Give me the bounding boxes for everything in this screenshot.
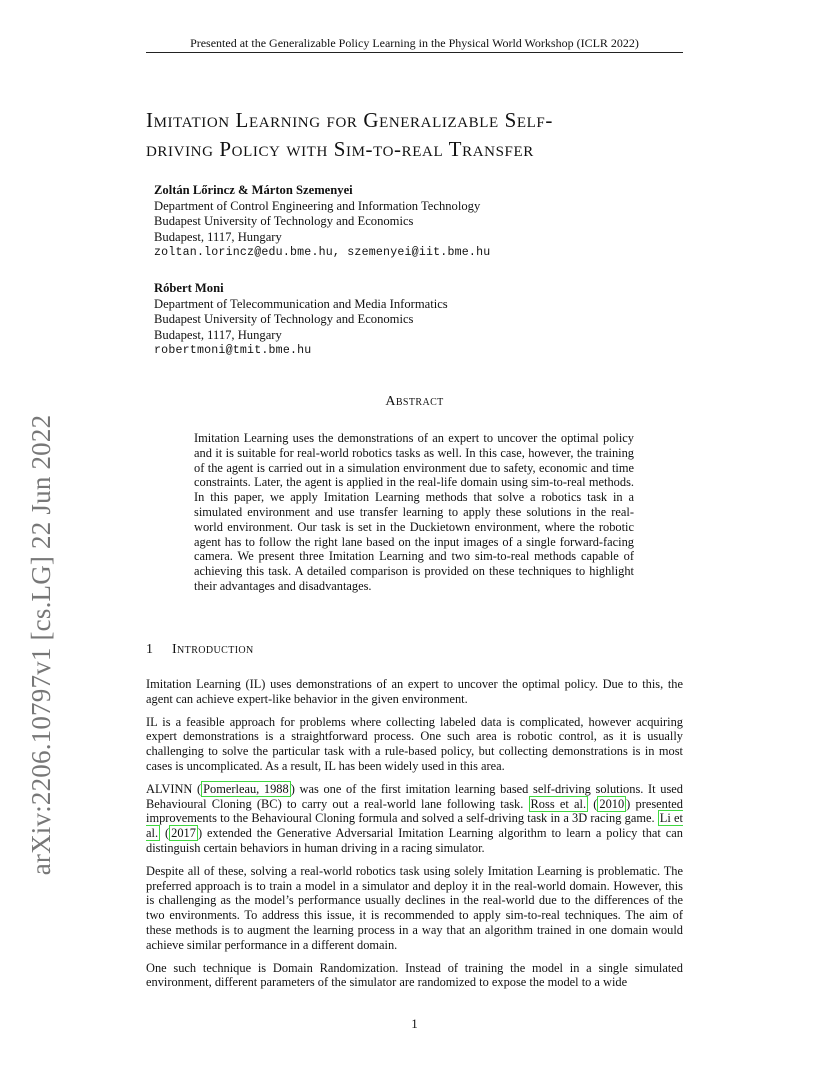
section-title: Introduction: [172, 642, 254, 657]
text-segment: ) extended the Generative Adversarial Imitation Learning algorithm to learn a policy that can distinguish certain behaviors in human driving in a racing simulator.: [146, 826, 683, 855]
author-address: Budapest, 1117, Hungary: [154, 327, 282, 342]
author-names: Róbert Moni: [154, 281, 224, 295]
author-block-1: [154, 183, 490, 261]
paragraph-4: Despite all of these, solving a real-world robotics task using solely Imitation Learning is problematic. The preferred approach is to train a model in a simulator and deploy it in the real-world domain. However, this is challenging as the model’s performance usually declines in the real-world due to the differences of the two environments. To address this issue, it is recommended to apply sim-to-real techniques. The aim of these methods is to augment the learning process in a way that an algorithm trained in one domain would achieve similar performance in a different domain.: [146, 863, 683, 952]
author-department: Department of Control Engineering and Information Technology: [154, 198, 481, 213]
text-segment: (: [160, 826, 170, 841]
author-block-2: [154, 281, 448, 359]
text-segment: (: [588, 796, 598, 811]
text-segment: ) presented improvements to the Behavioural Cloning formula and solved a self-driving task in a 3D racing game.: [146, 796, 683, 826]
author-university: Budapest University of Technology and Economics: [154, 312, 414, 326]
author-email[interactable]: zoltan.lorincz@edu.bme.hu, szemenyei@iit.bme.hu: [154, 246, 491, 259]
section-number: 1: [146, 642, 154, 657]
header-rule: [146, 52, 683, 53]
page-number: 1: [411, 1016, 418, 1031]
author-names: Zoltán Lőrincz & Márton Szemenyei: [154, 183, 353, 197]
text-segment: ALVINN (: [146, 781, 202, 796]
section-heading: [146, 642, 683, 658]
title-line-1: Imitation Learning for Generalizable Self-: [146, 108, 553, 132]
paragraph-3: [146, 782, 683, 856]
paragraph-1: Imitation Learning (IL) uses demonstrations of an expert to uncover the optimal policy. Due to this, the agent can achieve expert-like behavior in the given environment.: [146, 677, 683, 706]
author-email[interactable]: robertmoni@tmit.bme.hu: [154, 344, 312, 357]
arxiv-stamp[interactable]: arXiv:2206.10797v1 [cs.LG] 22 Jun 2022: [26, 414, 56, 876]
paragraph-2: IL is a feasible approach for problems where collecting labeled data is complicated, however acquiring expert demonstrations is a straightforward process. One such area is robotic control, as it is usually challenging to solve the particular task with a rule-based policy, but collecting demonstrations is in most cases is uncomplicated. As a result, IL has been widely used in this area.: [146, 714, 683, 773]
citation-link-pomerleau[interactable]: Pomerleau, 1988: [203, 781, 289, 796]
author-university: Budapest University of Technology and Economics: [154, 214, 414, 228]
body-text: [146, 677, 683, 998]
author-department: Department of Telecommunication and Media Informatics: [154, 296, 448, 311]
abstract-text: Imitation Learning uses the demonstrations of an expert to uncover the optimal policy and it is suitable for real-world robotics tasks as well. In this case, however, the training of the agent is carried out in a simulation environment due to safety, economic and time constraints. Later, the agent is applied in the real-life domain using sim-to-real methods. In this paper, we apply Imitation Learning methods that solve a robotics task in a simulated environment and use transfer learning to apply these solutions in the real-world environment. Our task is set in the Duckietown environment, where the robotic agent has to follow the right lane based on the input images of a single forward-facing camera. We present three Imitation Learning and two sim-to-real methods capable of achieving this task. A detailed comparison is provided on these techniques to highlight their advantages and disadvantages.: [194, 431, 634, 593]
text-segment: ) was one of the first imitation learning based self-driving solutions. It used Behavioural Cloning (BC) to carry out a real-world lane following task.: [146, 781, 683, 811]
abstract-heading: Abstract: [385, 394, 444, 409]
citation-link-li[interactable]: Li et al.: [146, 811, 683, 841]
paragraph-5: One such technique is Domain Randomization. Instead of training the model in a single simulated environment, different parameters of the simulator are randomized to expose the model to a wide: [146, 960, 683, 990]
author-address: Budapest, 1117, Hungary: [154, 229, 282, 244]
title-line-2: driving Policy with Sim-to-real Transfer: [146, 137, 534, 161]
citation-link-li-year[interactable]: 2017: [171, 826, 196, 841]
citation-link-ross-year[interactable]: 2010: [599, 796, 625, 811]
citation-link-ross[interactable]: Ross et al.: [530, 796, 587, 811]
running-header: Presented at the Generalizable Policy Learning in the Physical World Workshop (ICLR 2022): [190, 36, 639, 50]
paper-title: [146, 106, 706, 164]
